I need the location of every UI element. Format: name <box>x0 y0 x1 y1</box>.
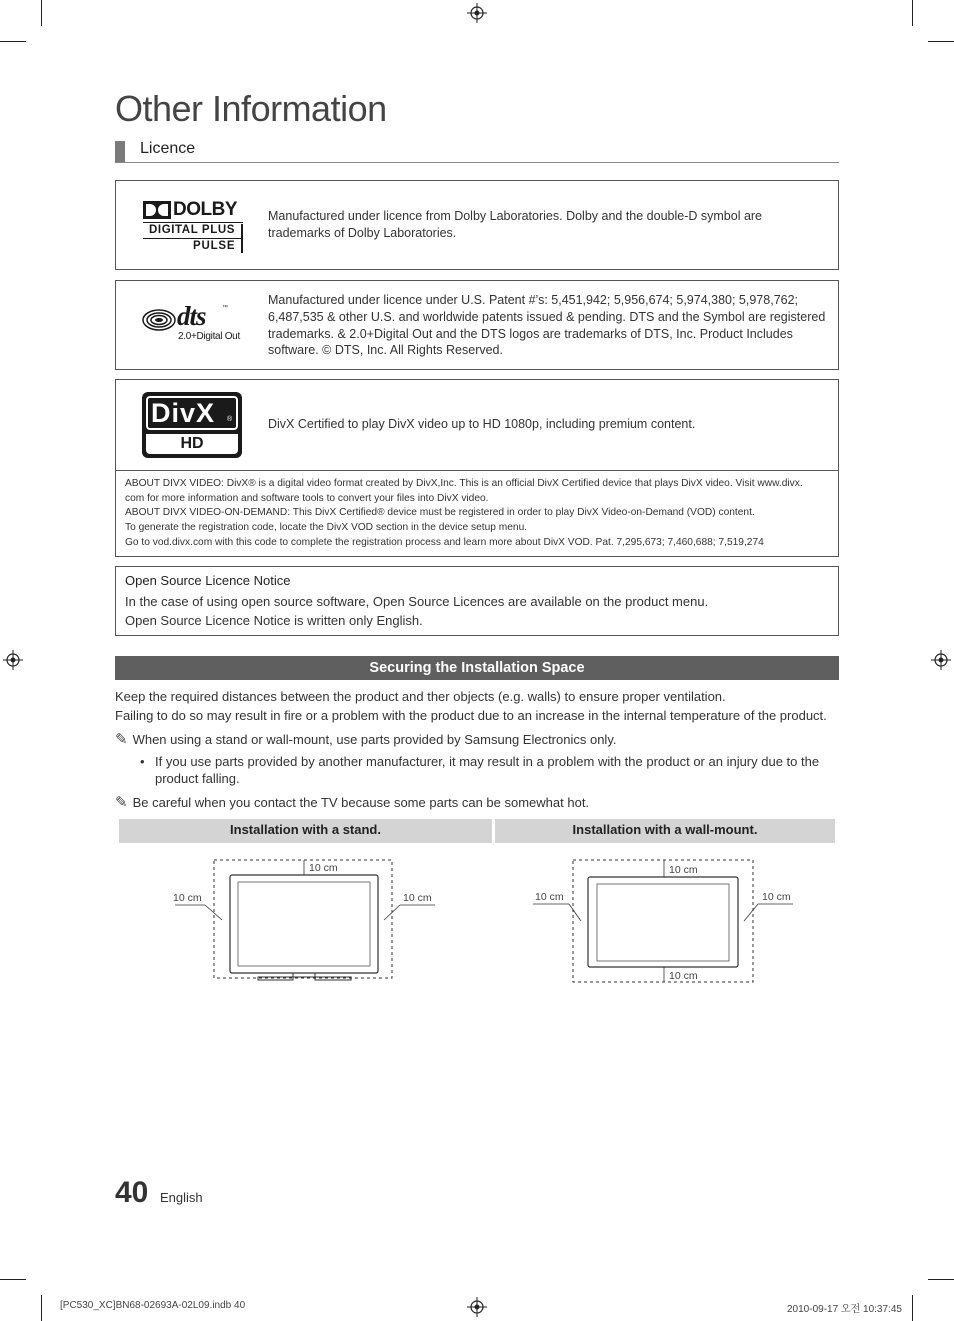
page-title: Other Information <box>115 88 387 129</box>
dimension-label: 10 cm <box>762 891 791 903</box>
dolby-double-d-icon <box>143 201 171 219</box>
dts-licence-box <box>115 280 839 370</box>
divx-logo <box>142 392 242 458</box>
crop-mark <box>41 1295 42 1321</box>
divx-logo-word: DivX <box>151 398 216 428</box>
print-file-info: [PC530_XC]BN68-02693A-02L09.indb 40 <box>60 1300 246 1311</box>
heading-bar <box>115 141 125 162</box>
crop-mark <box>912 0 913 26</box>
bullet-text: If you use parts provided by another manufacturer, it may result in a problem with the product or an injury due to the product falling. <box>155 754 820 786</box>
tv-stand <box>258 973 351 980</box>
installation-heading: Securing the Installation Space <box>115 656 839 680</box>
registration-mark-icon <box>467 1297 487 1317</box>
note-text: When using a stand or wall-mount, use parts provided by Samsung Electronics only. <box>132 732 617 747</box>
divx-about-line: To generate the registration code, locate the DivX VOD section in the device setup menu. <box>125 522 528 534</box>
dts-swirl-icon <box>142 308 176 332</box>
dimension-label: 10 cm <box>173 892 202 904</box>
crop-mark <box>912 1295 913 1321</box>
crop-mark <box>928 1279 954 1280</box>
dimension-label: 10 cm <box>403 892 432 904</box>
divx-about-text <box>116 470 838 557</box>
wall-column-header: Installation with a wall-mount. <box>495 819 835 843</box>
dolby-logo-line1: DIGITAL PLUS <box>149 224 235 236</box>
note-text: Be careful when you contact the TV because some parts can be somewhat hot. <box>132 795 590 810</box>
licence-heading-label: Licence <box>140 140 196 157</box>
stand-column-header: Installation with a stand. <box>119 819 492 843</box>
leader-line <box>569 904 581 921</box>
registration-mark-icon <box>931 650 951 670</box>
open-source-line: Open Source Licence Notice is written only English. <box>125 613 423 628</box>
divx-about-line: Go to vod.divx.com with this code to complete the registration process and learn more about DivX VOD. Pat. 7,295,673; 7,460,688; 7,519,274 <box>125 536 764 548</box>
tv-screen <box>597 884 729 961</box>
crop-mark <box>0 1279 26 1280</box>
leader-line <box>744 904 758 921</box>
installation-para: Keep the required distances between the product and ther objects (e.g. walls) to ensure proper ventilation. <box>115 689 726 704</box>
dts-logo <box>142 301 244 345</box>
dolby-licence-text: Manufactured under licence from Dolby Laboratories. Dolby and the double-D symbol are trademarks of Dolby Laboratories. <box>268 209 763 240</box>
dimension-label: 10 cm <box>535 891 564 903</box>
divx-about-line: com for more information and software tools to convert your files into DivX video. <box>125 492 489 504</box>
divx-logo-badge: HD <box>180 435 204 452</box>
dolby-logo-rule <box>143 238 243 239</box>
open-source-box <box>115 566 839 636</box>
dts-logo-sub: 2.0+Digital Out <box>178 331 240 342</box>
open-source-title: Open Source Licence Notice <box>125 573 291 588</box>
tv-screen <box>238 882 370 966</box>
bullet-icon: • <box>140 754 145 769</box>
crop-mark <box>928 41 954 42</box>
registration-mark-icon <box>467 3 487 23</box>
divx-about-line: ABOUT DIVX VIDEO-ON-DEMAND: This DivX Certified® device must be registered in order to play DivX Video-on-Demand (VOD) content. <box>125 507 755 519</box>
dolby-licence-box <box>115 180 839 270</box>
installation-note <box>115 793 589 811</box>
dolby-logo-rule <box>143 222 243 223</box>
dts-licence-text: Manufactured under licence under U.S. Patent #’s: 5,451,942; 5,956,674; 5,974,380; 5,978,762; 6,487,535 & other U.S. and worldwide patents issued & pending. DTS and the Symbol are registered trademarks. & 2.0+Digital Out and the DTS logos are trademarks of DTS, Inc. Product Includes software. © DTS, Inc. All Rights Reserved. <box>268 293 826 358</box>
divx-licence-box <box>115 379 839 557</box>
dolby-logo <box>143 200 243 254</box>
divx-registered-icon: ® <box>227 416 233 423</box>
dimension-label: 10 cm <box>309 862 338 874</box>
dts-logo-tm: ™ <box>222 305 228 311</box>
wall-mount-installation-diagram <box>525 855 805 985</box>
open-source-line: In the case of using open source software, Open Source Licences are available on the product menu. <box>125 594 709 609</box>
registration-mark-icon <box>3 650 23 670</box>
divx-about-line: ABOUT DIVX VIDEO: DivX® is a digital video format created by DivX,Inc. This is an official DivX Certified device that plays DivX video. Visit www.divx. <box>125 478 803 489</box>
divx-licence-text: DivX Certified to play DivX video up to HD 1080p, including premium content. <box>268 417 696 431</box>
installation-note <box>115 730 616 748</box>
dimension-label: 10 cm <box>669 864 698 876</box>
note-pen-icon: ✎ <box>115 794 128 811</box>
page-number: 40 <box>115 1176 149 1209</box>
licence-heading <box>115 140 839 163</box>
dolby-logo-line2: PULSE <box>193 240 236 252</box>
note-pen-icon: ✎ <box>115 731 128 748</box>
dolby-logo-word: DOLBY <box>173 199 237 220</box>
installation-bullet <box>140 753 840 789</box>
page-language: English <box>160 1190 203 1205</box>
installation-para: Failing to do so may result in fire or a problem with the product due to an increase in the internal temperature of the product. <box>115 708 827 723</box>
dts-logo-word: dts <box>177 301 206 331</box>
dimension-label: 10 cm <box>669 970 698 982</box>
print-timestamp: 2010-09-17 오전 10:37:45 <box>787 1304 902 1315</box>
crop-mark <box>41 0 42 26</box>
crop-mark <box>0 41 26 42</box>
stand-installation-diagram <box>165 855 445 985</box>
